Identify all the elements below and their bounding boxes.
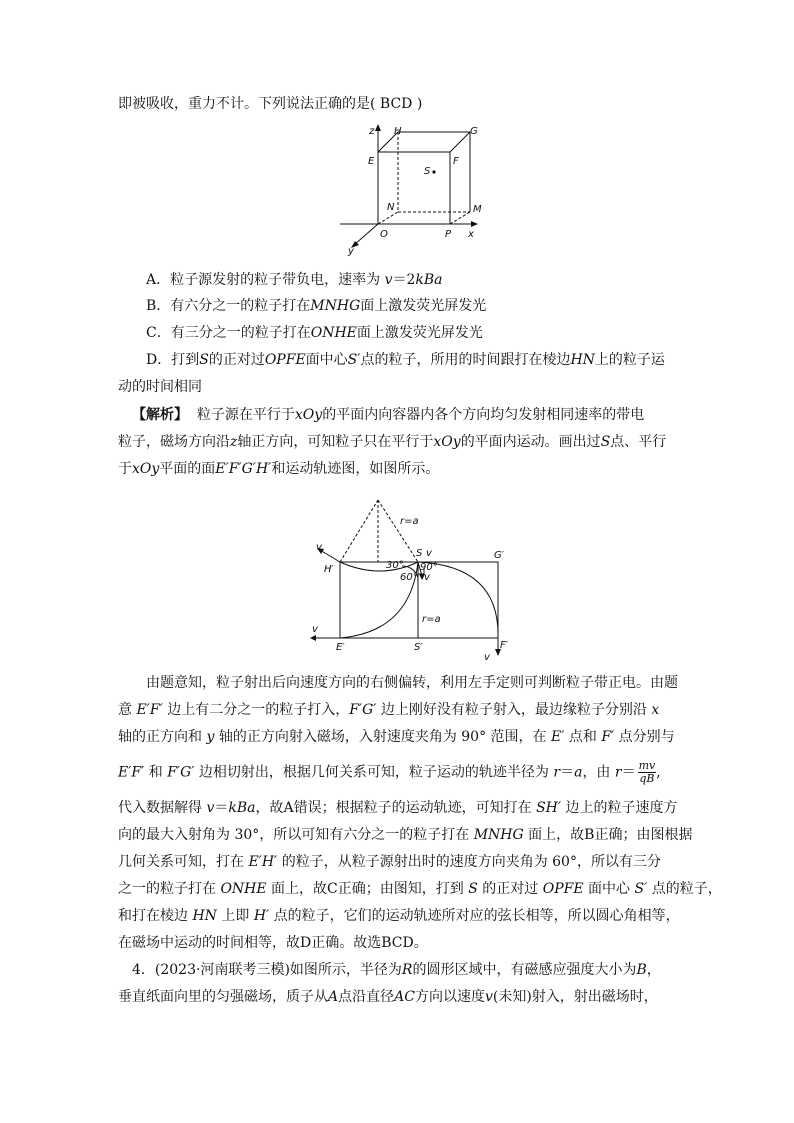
para2-line-4: E′F′ 和 F′G′ 边相切射出，根据几何关系可知，粒子运动的轨迹半径为 r＝a，由 r＝ $\frac{mv}{qB}$ , bbox=[118, 759, 661, 785]
para2-line-2: 意 E′F′ 边上有二分之一的粒子打入，F′G′ 边上刚好没有粒子射入，最边缘粒子分别沿 x bbox=[118, 702, 660, 718]
option-c: C．有三分之一的粒子打在ONHE面上激发荧光屏发光 bbox=[146, 325, 483, 341]
para2-line-3: 轴的正方向和 y 轴的正方向射入磁场，入射速度夹角为 90° 范围，在 E′ 点和 F′ 点分别与 bbox=[118, 729, 675, 745]
label-y: y bbox=[348, 246, 354, 257]
label-z: z bbox=[369, 126, 375, 137]
trajectory-figure bbox=[310, 492, 520, 662]
label-60deg: 60° bbox=[400, 572, 418, 583]
para2-line-7: 几何关系可知，打在 E′H′ 的粒子，从粒子源射出时的速度方向夹角为 60°，所以有三分 bbox=[118, 854, 661, 870]
label-90deg: 90° bbox=[420, 562, 438, 573]
label-H: H bbox=[394, 126, 402, 137]
label-v-left-bottom: v bbox=[312, 624, 318, 635]
question-stem: 即被吸收，重力不计。下列说法正确的是( BCD ) bbox=[118, 96, 423, 112]
label-v-bottom: v bbox=[484, 652, 490, 663]
label-r-top: r=a bbox=[400, 516, 419, 527]
analysis-line-2: 粒子，磁场方向沿z轴正方向，可知粒子只在平行于xOy的平面内运动。画出过S点、平行 bbox=[118, 434, 667, 450]
label-H-prime: H′ bbox=[324, 564, 334, 575]
label-F-prime: F′ bbox=[500, 640, 509, 651]
label-E: E bbox=[368, 156, 375, 167]
para2-line-1: 由题意知，粒子射出后向速度方向的右侧偏转，利用左手定则可判断粒子带正电。由题 bbox=[146, 675, 678, 691]
para2-line-8: 之一的粒子打在 ONHE 面上，故C正确；由图知，打到 S 的正对过 OPFE 面中心 S′ 点的粒子， bbox=[118, 881, 722, 897]
para2-line-5: 代入数据解得 v＝kBa，故A错误；根据粒子的运动轨迹，可知打在 SH′ 边上的粒子速度方 bbox=[118, 800, 678, 816]
label-N: N bbox=[387, 202, 395, 213]
label-G: G bbox=[470, 126, 478, 137]
para2-line-9: 和打在棱边 HN 上即 H′ 点的粒子，它们的运动轨迹所对应的弦长相等，所以圆心角相等， bbox=[118, 908, 680, 924]
para2-line-6: 向的最大入射角为 30°，所以可知有六分之一的粒子打在 MNHG 面上，故B正确；由图根据 bbox=[118, 827, 693, 843]
para2-line-10: 在磁场中运动的时间相等，故D正确。故选BCD。 bbox=[118, 935, 428, 951]
label-S-prime: S′ bbox=[414, 642, 423, 653]
label-v-S: v bbox=[426, 548, 432, 559]
label-v-left-top: v bbox=[316, 542, 322, 553]
label-r-bottom: r=a bbox=[422, 614, 441, 625]
label-v-mid: v bbox=[424, 572, 430, 583]
label-F: F bbox=[453, 156, 459, 167]
analysis-tag: 【解析】 bbox=[132, 407, 188, 423]
label-O: O bbox=[380, 229, 388, 240]
cube-figure bbox=[340, 124, 490, 259]
label-30deg: 30° bbox=[386, 560, 404, 571]
label-G-prime: G′ bbox=[494, 550, 505, 561]
analysis-line-3: 于xOy平面的面E′F′G′H′和运动轨迹图，如图所示。 bbox=[118, 461, 440, 477]
label-M: M bbox=[473, 204, 482, 215]
label-E-prime: E′ bbox=[336, 642, 345, 653]
label-P: P bbox=[445, 229, 452, 240]
option-d: D．打到S的正对过OPFE面中心S′点的粒子，所用的时间跟打在棱边HN上的粒子运 bbox=[146, 352, 665, 368]
analysis-line-1: 【解析】 粒子源在平行于xOy的平面内向容器内各个方向均匀发射相同速率的带电 bbox=[132, 407, 645, 423]
label-S: S bbox=[416, 548, 423, 559]
option-a: A．粒子源发射的粒子带负电，速率为 v＝2kBa bbox=[146, 272, 443, 288]
formula-fraction: $\frac{mv}{qB}$ bbox=[638, 759, 656, 785]
question4-line-1: 4．(2023·河南联考三模)如图所示，半径为R的圆形区域中，有磁感应强度大小为B， bbox=[132, 962, 661, 978]
option-b: B．有六分之一的粒子打在MNHG面上激发荧光屏发光 bbox=[146, 298, 487, 314]
option-d-cont: 动的时间相同 bbox=[118, 379, 202, 395]
answer-key: BCD bbox=[379, 96, 413, 112]
label-S: S bbox=[424, 166, 431, 177]
label-x: x bbox=[468, 229, 474, 240]
question4-line-2: 垂直纸面向里的匀强磁场，质子从A点沿直径AC方向以速度v(未知)射入，射出磁场时， bbox=[118, 989, 658, 1005]
